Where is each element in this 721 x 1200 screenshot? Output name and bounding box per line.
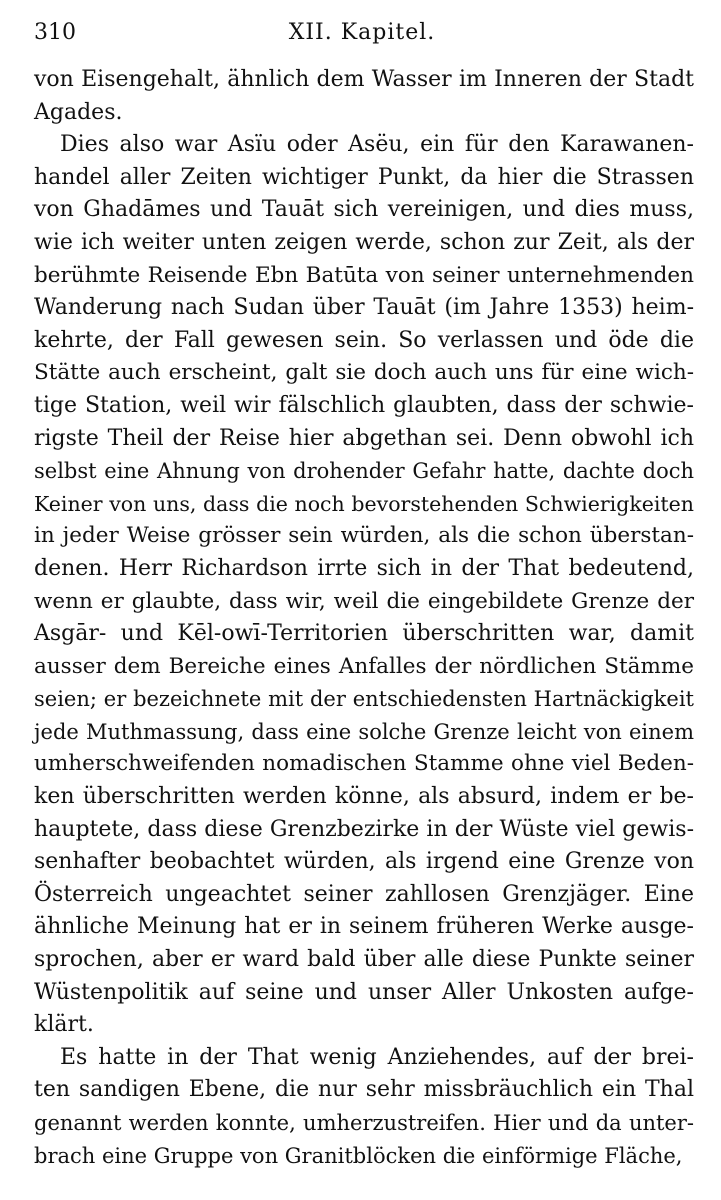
text-line: handel aller Zeiten wichtiger Punkt, da hier die Strassen bbox=[34, 164, 694, 190]
text-line: ähnliche Meinung hat er in seinem früheren Werke ausge- bbox=[34, 914, 694, 940]
text-line: hauptete, dass diese Grenzbezirke in der Wüste viel gewis- bbox=[34, 816, 694, 842]
text-line: ken überschritten werden könne, als absurd, indem er be- bbox=[34, 784, 694, 810]
text-line: rigste Theil der Reise hier abgethan sei. Denn obwohl ich bbox=[34, 425, 694, 451]
text-line: ten sandigen Ebene, die nur sehr missbräuchlich ein Thal bbox=[34, 1077, 694, 1103]
page-number: 310 bbox=[34, 20, 76, 45]
paragraph bbox=[34, 129, 694, 1042]
text-line: genannt werden konnte, umherzustreifen. Hier und da unter- bbox=[34, 1111, 694, 1135]
text-line: Asgār- und Kēl-owī-Territorien überschritten war, damit bbox=[34, 621, 694, 647]
text-line: wie ich weiter unten zeigen werde, schon zur Zeit, als der bbox=[34, 229, 694, 255]
page-header bbox=[34, 14, 690, 50]
text-line: Wanderung nach Sudan über Tauāt (im Jahre 1353) heim- bbox=[34, 295, 694, 321]
text-line: ausser dem Bereiche eines Anfalles der nördlichen Stämme bbox=[34, 653, 694, 679]
text-line: Wüstenpolitik auf seine und unser Aller Unkosten aufge- bbox=[34, 979, 694, 1005]
text-line: klärt. bbox=[34, 1012, 94, 1038]
text-line: jede Muthmassung, dass eine solche Grenze leicht von einem bbox=[34, 719, 694, 744]
text-line: in jeder Weise grösser sein würden, als die schon überstan- bbox=[34, 523, 694, 549]
paragraph bbox=[34, 64, 694, 129]
text-line: Stätte auch erscheint, galt sie doch auch uns für eine wich- bbox=[34, 360, 694, 386]
text-line: Agades. bbox=[34, 99, 123, 125]
running-title: XII. Kapitel. bbox=[288, 20, 436, 45]
text-line: wenn er glaubte, dass wir, weil die eingebildete Grenze der bbox=[34, 588, 694, 614]
text-line: kehrte, der Fall gewesen sein. So verlassen und öde die bbox=[34, 327, 694, 353]
text-line: berühmte Reisende Ebn Batūta von seiner unternehmenden bbox=[34, 262, 694, 288]
text-line: Es hatte in der That wenig Anziehendes, auf der brei- bbox=[60, 1044, 694, 1070]
text-line: brach eine Gruppe von Granitblöcken die einförmige Fläche, bbox=[34, 1143, 683, 1168]
text-line: denen. Herr Richardson irrte sich in der That bedeutend, bbox=[34, 555, 694, 581]
body-text bbox=[34, 64, 694, 1172]
text-line: tige Station, weil wir fälschlich glaubten, dass der schwie- bbox=[34, 392, 694, 418]
text-line: sprochen, aber er ward bald über alle diese Punkte seiner bbox=[34, 947, 694, 973]
text-line: Keiner von uns, dass die noch bevorstehenden Schwierigkeiten bbox=[34, 491, 694, 516]
text-line: senhafter beobachtet würden, als irgend eine Grenze von bbox=[34, 849, 694, 875]
text-line: selbst eine Ahnung von drohender Gefahr hatte, dachte doch bbox=[34, 459, 694, 484]
paragraph bbox=[34, 1042, 694, 1172]
text-line: Österreich ungeachtet seiner zahllosen Grenzjäger. Eine bbox=[34, 881, 694, 907]
text-line: von Ghadāmes und Tauāt sich vereinigen, und dies muss, bbox=[34, 197, 694, 223]
text-line: seien; er bezeichnete mit der entschiedensten Hartnäckigkeit bbox=[34, 687, 694, 712]
text-line: von Eisengehalt, ähnlich dem Wasser im Inneren der Stadt bbox=[34, 67, 694, 92]
text-line: Dies also war Asïu oder Asëu, ein für den Karawanen- bbox=[60, 132, 694, 158]
text-line: umherschweifenden nomadischen Stamme ohne viel Beden- bbox=[34, 751, 694, 777]
